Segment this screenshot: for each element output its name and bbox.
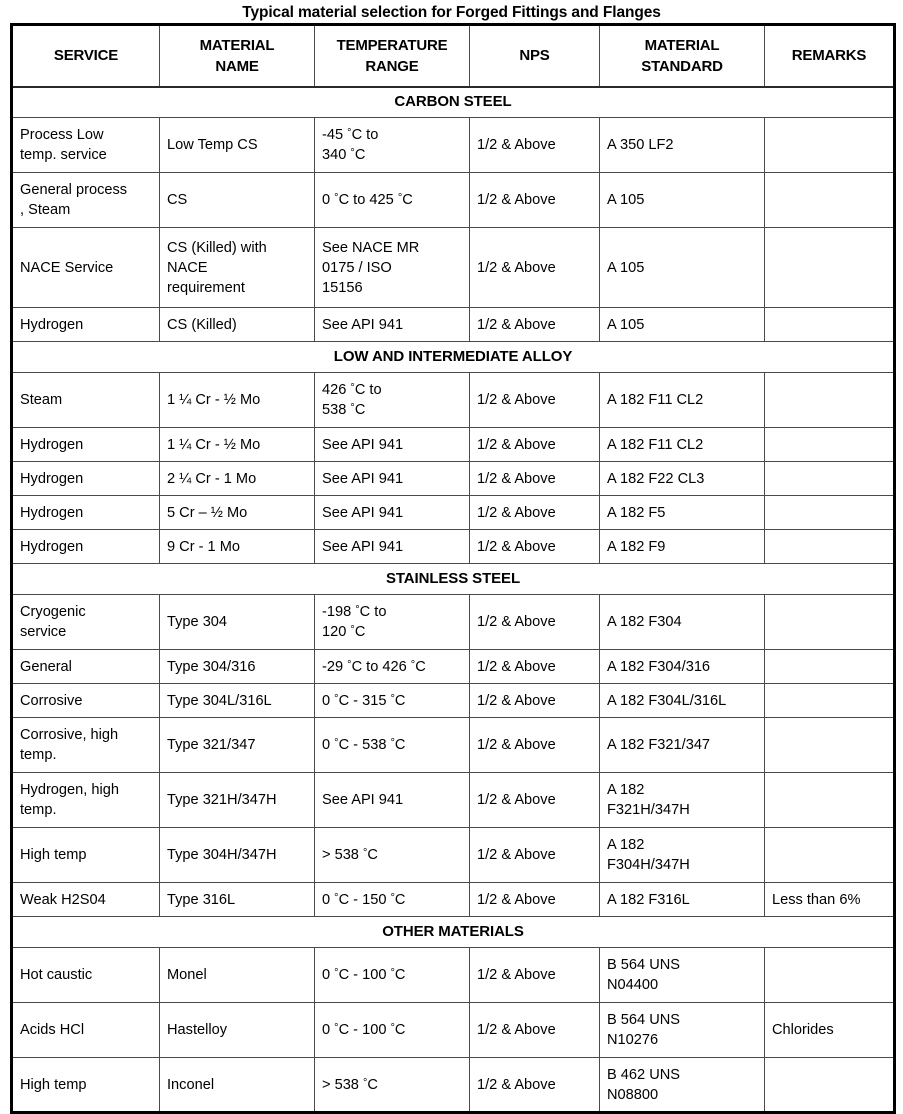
group-heading-label: CARBON STEEL (12, 87, 895, 118)
cell-nps: 1/2 & Above (470, 595, 600, 650)
column-header-service: SERVICE (12, 25, 160, 87)
table-row (12, 496, 895, 530)
cell-material-name: 2 ¼ Cr - 1 Mo (160, 462, 315, 496)
page-title: Typical material selection for Forged Fittings and Flanges (242, 4, 661, 21)
table-row (12, 373, 895, 428)
table-row (12, 684, 895, 718)
cell-remarks (765, 462, 895, 496)
cell-material-name: 1 ¼ Cr - ½ Mo (160, 373, 315, 428)
cell-temperature-range: See API 941 (315, 530, 470, 564)
cell-material-name: CS (Killed) (160, 308, 315, 342)
cell-temperature-range: See API 941 (315, 773, 470, 828)
table-row (12, 650, 895, 684)
cell-nps: 1/2 & Above (470, 883, 600, 917)
cell-temperature-range: See API 941 (315, 308, 470, 342)
column-header-material-name-line1: MATERIAL (199, 36, 275, 54)
table-row (12, 948, 895, 1003)
cell-service: General process , Steam (12, 173, 160, 228)
cell-remarks (765, 496, 895, 530)
cell-nps: 1/2 & Above (470, 173, 600, 228)
cell-material-standard: A 182 F316L (600, 883, 765, 917)
group-heading-row (12, 564, 895, 595)
cell-remarks (765, 530, 895, 564)
column-header-material-standard-line1: MATERIAL (644, 36, 720, 54)
cell-nps: 1/2 & Above (470, 228, 600, 308)
table-row (12, 828, 895, 883)
table-row (12, 595, 895, 650)
cell-material-name: Type 304 (160, 595, 315, 650)
table-row (12, 308, 895, 342)
cell-temperature-range: > 538 °C (315, 828, 470, 883)
cell-remarks (765, 308, 895, 342)
table-row (12, 1003, 895, 1058)
cell-remarks (765, 948, 895, 1003)
table-row (12, 173, 895, 228)
material-selection-table (10, 23, 896, 1114)
cell-nps: 1/2 & Above (470, 373, 600, 428)
cell-temperature-range: -29 °C to 426 °C (315, 650, 470, 684)
cell-material-standard: A 182 F304L/316L (600, 684, 765, 718)
table-row (12, 530, 895, 564)
cell-material-standard: A 182 F321H/347H (600, 773, 765, 828)
cell-nps: 1/2 & Above (470, 718, 600, 773)
cell-remarks (765, 684, 895, 718)
table-header (12, 25, 895, 87)
cell-material-name: Type 316L (160, 883, 315, 917)
table-row (12, 883, 895, 917)
cell-remarks: Chlorides (765, 1003, 895, 1058)
cell-material-standard: B 564 UNS N10276 (600, 1003, 765, 1058)
cell-remarks (765, 718, 895, 773)
cell-service: High temp (12, 1058, 160, 1113)
cell-material-standard: A 182 F5 (600, 496, 765, 530)
cell-nps: 1/2 & Above (470, 308, 600, 342)
cell-material-name: CS (160, 173, 315, 228)
cell-remarks (765, 373, 895, 428)
column-header-material-name (160, 25, 315, 87)
cell-nps: 1/2 & Above (470, 650, 600, 684)
cell-material-standard: A 182 F9 (600, 530, 765, 564)
cell-nps: 1/2 & Above (470, 948, 600, 1003)
table-body (12, 87, 895, 1113)
cell-service: Corrosive, high temp. (12, 718, 160, 773)
cell-material-name: Type 321/347 (160, 718, 315, 773)
cell-temperature-range: See API 941 (315, 428, 470, 462)
cell-nps: 1/2 & Above (470, 118, 600, 173)
cell-remarks (765, 595, 895, 650)
cell-material-standard: B 462 UNS N08800 (600, 1058, 765, 1113)
cell-temperature-range: 0 °C to 425 °C (315, 173, 470, 228)
cell-nps: 1/2 & Above (470, 1003, 600, 1058)
cell-temperature-range: See API 941 (315, 462, 470, 496)
column-header-nps: NPS (470, 25, 600, 87)
cell-nps: 1/2 & Above (470, 496, 600, 530)
cell-service: Corrosive (12, 684, 160, 718)
cell-nps: 1/2 & Above (470, 773, 600, 828)
cell-material-standard: A 182 F11 CL2 (600, 373, 765, 428)
header-row (12, 25, 895, 87)
cell-service: Hot caustic (12, 948, 160, 1003)
column-header-remarks: REMARKS (765, 25, 895, 87)
cell-temperature-range: 0 °C - 150 °C (315, 883, 470, 917)
cell-service: Steam (12, 373, 160, 428)
cell-material-name: 5 Cr – ½ Mo (160, 496, 315, 530)
cell-temperature-range: See API 941 (315, 496, 470, 530)
cell-material-standard: A 182 F22 CL3 (600, 462, 765, 496)
group-heading-row (12, 87, 895, 118)
column-header-material-standard-line2: STANDARD (641, 57, 723, 75)
cell-service: Hydrogen (12, 530, 160, 564)
column-header-temperature-range-line1: TEMPERATURE (336, 36, 448, 54)
group-heading-label: STAINLESS STEEL (12, 564, 895, 595)
cell-nps: 1/2 & Above (470, 828, 600, 883)
group-heading-label: OTHER MATERIALS (12, 917, 895, 948)
cell-material-name: Type 304/316 (160, 650, 315, 684)
cell-temperature-range: -45 °C to 340 °C (315, 118, 470, 173)
cell-remarks: Less than 6% (765, 883, 895, 917)
cell-service: Acids HCl (12, 1003, 160, 1058)
table-row (12, 773, 895, 828)
cell-temperature-range: 0 °C - 100 °C (315, 1003, 470, 1058)
cell-temperature-range: -198 °C to 120 °C (315, 595, 470, 650)
column-header-temperature-range-line2: RANGE (365, 57, 419, 75)
table-row (12, 718, 895, 773)
cell-material-standard: A 182 F304/316 (600, 650, 765, 684)
table-row (12, 118, 895, 173)
cell-material-name: Type 321H/347H (160, 773, 315, 828)
cell-material-name: 1 ¼ Cr - ½ Mo (160, 428, 315, 462)
cell-material-standard: A 182 F304 (600, 595, 765, 650)
cell-material-name: 9 Cr - 1 Mo (160, 530, 315, 564)
cell-material-name: Monel (160, 948, 315, 1003)
cell-service: Process Low temp. service (12, 118, 160, 173)
cell-material-standard: A 182 F321/347 (600, 718, 765, 773)
cell-remarks (765, 118, 895, 173)
cell-service: Hydrogen (12, 428, 160, 462)
cell-remarks (765, 828, 895, 883)
table-row (12, 462, 895, 496)
group-heading-row (12, 342, 895, 373)
column-header-temperature-range (315, 25, 470, 87)
column-header-material-standard (600, 25, 765, 87)
cell-material-name: Inconel (160, 1058, 315, 1113)
cell-service: Hydrogen (12, 496, 160, 530)
cell-remarks (765, 650, 895, 684)
cell-temperature-range: 426 °C to 538 °C (315, 373, 470, 428)
cell-remarks (765, 173, 895, 228)
cell-service: Cryogenic service (12, 595, 160, 650)
cell-material-standard: A 350 LF2 (600, 118, 765, 173)
cell-material-standard: A 105 (600, 228, 765, 308)
cell-material-standard: B 564 UNS N04400 (600, 948, 765, 1003)
cell-temperature-range: 0 °C - 315 °C (315, 684, 470, 718)
cell-material-name: Type 304H/347H (160, 828, 315, 883)
cell-service: Hydrogen (12, 308, 160, 342)
cell-material-name: Low Temp CS (160, 118, 315, 173)
cell-remarks (765, 228, 895, 308)
cell-nps: 1/2 & Above (470, 428, 600, 462)
cell-temperature-range: 0 °C - 538 °C (315, 718, 470, 773)
cell-material-name: CS (Killed) with NACE requirement (160, 228, 315, 308)
cell-material-standard: A 182 F11 CL2 (600, 428, 765, 462)
cell-remarks (765, 1058, 895, 1113)
cell-nps: 1/2 & Above (470, 1058, 600, 1113)
cell-material-standard: A 105 (600, 173, 765, 228)
cell-material-name: Hastelloy (160, 1003, 315, 1058)
table-row (12, 1058, 895, 1113)
cell-remarks (765, 428, 895, 462)
cell-nps: 1/2 & Above (470, 530, 600, 564)
cell-material-standard: A 182 F304H/347H (600, 828, 765, 883)
cell-temperature-range: See NACE MR 0175 / ISO 15156 (315, 228, 470, 308)
cell-service: NACE Service (12, 228, 160, 308)
table-row (12, 428, 895, 462)
cell-service: High temp (12, 828, 160, 883)
cell-temperature-range: 0 °C - 100 °C (315, 948, 470, 1003)
cell-nps: 1/2 & Above (470, 462, 600, 496)
table-row (12, 228, 895, 308)
cell-nps: 1/2 & Above (470, 684, 600, 718)
cell-remarks (765, 773, 895, 828)
group-heading-label: LOW AND INTERMEDIATE ALLOY (12, 342, 895, 373)
cell-service: Hydrogen (12, 462, 160, 496)
cell-temperature-range: > 538 °C (315, 1058, 470, 1113)
cell-service: Weak H2S04 (12, 883, 160, 917)
cell-service: General (12, 650, 160, 684)
cell-material-name: Type 304L/316L (160, 684, 315, 718)
cell-service: Hydrogen, high temp. (12, 773, 160, 828)
cell-material-standard: A 105 (600, 308, 765, 342)
table-container (0, 23, 903, 1114)
group-heading-row (12, 917, 895, 948)
column-header-material-name-line2: NAME (215, 57, 259, 75)
